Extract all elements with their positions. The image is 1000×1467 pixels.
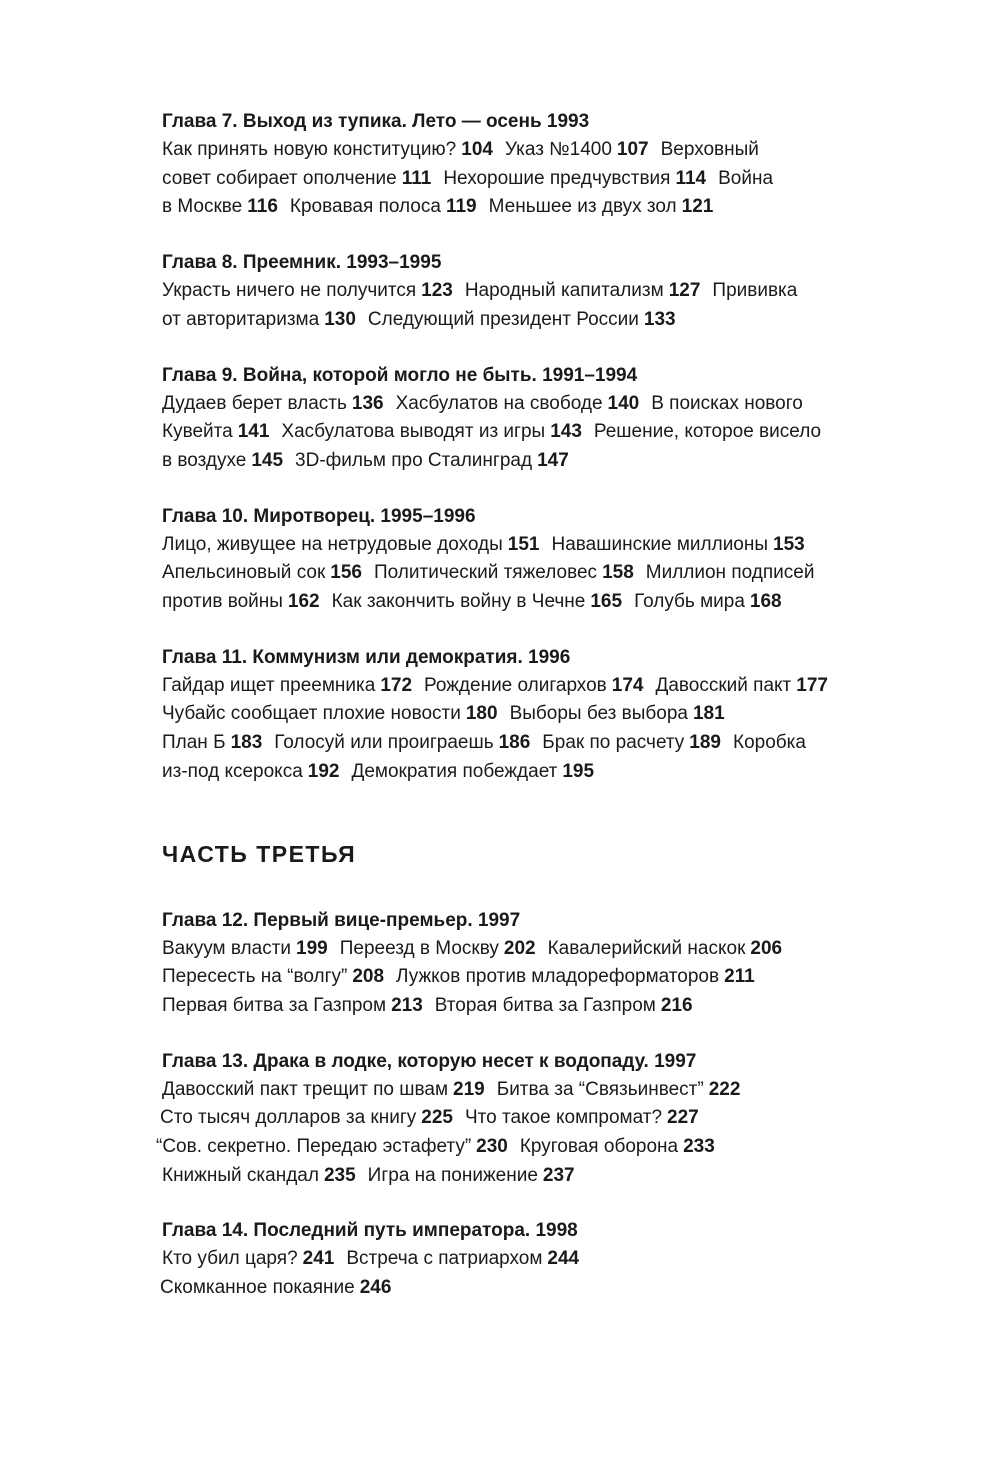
toc-line [162, 1076, 962, 1105]
toc-line [162, 963, 962, 992]
page-number: 177 [796, 674, 828, 696]
page-number: 206 [750, 937, 783, 959]
chapter-title: Глава 10. Миротворец. 1995–1996 [162, 505, 476, 527]
section-title: Первая битва за Газпром [162, 994, 387, 1016]
page-number: 153 [773, 533, 805, 555]
section-title: Книжный скандал [162, 1164, 319, 1186]
page-number: 199 [296, 937, 328, 959]
toc-line [162, 390, 962, 419]
toc-line [162, 758, 962, 787]
section-title: 3D-фильм про Сталинград [295, 449, 533, 471]
section-title: Решение, которое висело [593, 421, 822, 443]
page-number: 141 [237, 421, 270, 443]
part-two-chapters [162, 108, 962, 787]
section-title: Голубь мира [634, 591, 745, 613]
chapter-title: Глава 11. Коммунизм или демократия. 1996 [162, 646, 571, 668]
page-number: 213 [391, 994, 423, 1016]
page-number: 111 [401, 167, 432, 189]
section-title: Как закончить войну в Чечне [331, 591, 586, 613]
page-number: 168 [749, 591, 782, 613]
section-title: Меньшее из двух зол [488, 196, 677, 218]
chapter-title: Глава 14. Последний путь императора. 1998 [162, 1220, 578, 1242]
page-number: 127 [668, 280, 701, 302]
chapter-title: Глава 9. Война, которой могло не быть. 1991–1994 [162, 364, 638, 386]
toc-line [160, 1104, 962, 1133]
page-number: 162 [287, 591, 320, 613]
section-title: Встреча с патриархом [346, 1248, 543, 1270]
page-number: 235 [323, 1164, 356, 1186]
page-number: 104 [461, 139, 493, 160]
section-title: Вторая битва за Газпром [434, 994, 656, 1016]
chapter [162, 503, 962, 617]
part-three-chapters [156, 907, 962, 1303]
section-title: Политический тяжеловес [374, 562, 598, 584]
section-title: В поисках нового [651, 392, 803, 414]
chapter-title: Глава 13. Драка в лодке, которую несет к водопаду. 1997 [162, 1050, 697, 1072]
section-title: Верховный [660, 139, 759, 160]
section-title: Чубайс сообщает плохие новости [162, 703, 461, 725]
section-title: Битва за “Связьинвест” [496, 1078, 704, 1100]
toc-line [162, 559, 962, 588]
page-number: 121 [681, 196, 714, 218]
page-number: 208 [352, 966, 385, 988]
section-title: Народный капитализм [464, 280, 664, 302]
page-number: 130 [324, 308, 356, 330]
section-title: Апельсиновый сок [162, 562, 326, 584]
toc-line [162, 418, 962, 447]
toc-line [162, 306, 962, 335]
toc-line [160, 1274, 962, 1303]
page-number: 230 [476, 1136, 508, 1158]
section-title: Брак по расчету [542, 732, 685, 754]
section-title: Коробка [733, 732, 806, 754]
page-number: 195 [562, 760, 595, 782]
section-title: Дудаев берет власть [162, 392, 347, 414]
section-title: План Б [162, 732, 226, 754]
page-number: 233 [683, 1136, 715, 1158]
section-title: Рождение олигархов [424, 674, 607, 696]
page-number: 174 [611, 674, 644, 696]
page-number: 246 [359, 1277, 392, 1299]
page-number: 133 [643, 308, 676, 330]
page-number: 216 [660, 994, 693, 1016]
section-title: Следующий президент России [367, 308, 639, 330]
page-number: 181 [692, 703, 725, 725]
section-title: совет собирает ополчение [162, 167, 397, 189]
section-title: Выборы без выбора [509, 703, 688, 725]
page-number: 244 [547, 1248, 580, 1270]
page-number: 180 [465, 703, 498, 725]
section-title: Что такое компромат? [464, 1107, 663, 1129]
section-title: Прививка [712, 280, 798, 302]
section-title: Гайдар ищет преемника [162, 674, 376, 696]
section-title: Хасбулатова выводят из игры [281, 421, 546, 443]
page-number: 225 [421, 1107, 453, 1129]
page-number: 158 [602, 562, 634, 584]
toc-line [162, 992, 962, 1021]
toc-line [162, 531, 962, 560]
toc-line [162, 1245, 962, 1274]
page-number: 156 [330, 562, 362, 584]
toc-line [162, 165, 962, 194]
toc-line [162, 935, 962, 964]
page-number: 114 [675, 167, 707, 189]
toc-line [162, 588, 962, 617]
chapter-title: Глава 8. Преемник. 1993–1995 [162, 252, 442, 274]
page-number: 151 [507, 533, 540, 555]
toc-line [162, 729, 962, 758]
chapter [162, 108, 962, 222]
page-number: 116 [247, 196, 278, 218]
page-number: 136 [351, 392, 384, 414]
section-title: Кровавая полоса [289, 196, 441, 218]
section-title: Указ №1400 [504, 139, 612, 160]
section-title: Хасбулатов на свободе [395, 392, 603, 414]
chapter [156, 1048, 962, 1191]
page-number: 165 [590, 591, 623, 613]
section-title: “Сов. секретно. Передаю эстафету” [156, 1136, 472, 1158]
page-number: 183 [230, 732, 263, 754]
page-number: 140 [607, 392, 640, 414]
section-title: Как принять новую конституцию? [162, 139, 457, 160]
section-title: Кавалерийский наскок [547, 937, 746, 959]
page-number: 192 [307, 760, 340, 782]
section-title: Лужков против младореформаторов [396, 966, 720, 988]
chapter [162, 1217, 962, 1302]
chapter-title: Глава 7. Выход из тупика. Лето — осень 1993 [162, 111, 590, 132]
section-title: против войны [162, 591, 283, 613]
page-number: 241 [302, 1248, 335, 1270]
page-number: 107 [616, 139, 649, 160]
chapter-title: Глава 12. Первый вице-премьер. 1997 [162, 909, 521, 931]
page-number: 219 [453, 1078, 485, 1100]
section-title: Украсть ничего не получится [162, 280, 417, 302]
section-title: Переезд в Москву [339, 937, 499, 959]
section-title: Скомканное покаяние [160, 1277, 355, 1299]
toc-line [162, 700, 962, 729]
page-number: 186 [498, 732, 531, 754]
section-title: в Москве [162, 196, 243, 218]
section-title: Кто убил царя? [162, 1248, 298, 1270]
toc-line [162, 1162, 962, 1191]
toc-line [162, 193, 962, 222]
section-title: Навашинские миллионы [551, 533, 769, 555]
page-number: 119 [445, 196, 477, 218]
table-of-contents [156, 108, 962, 1330]
page-number: 222 [708, 1078, 741, 1100]
section-title: Демократия побеждает [351, 760, 558, 782]
section-title: Голосуй или проиграешь [274, 732, 494, 754]
page-number: 172 [380, 674, 413, 696]
section-title: Пересесть на “волгу” [162, 966, 348, 988]
toc-line [162, 136, 962, 165]
toc-line [162, 672, 962, 701]
section-title: Лицо, живущее на нетрудовые доходы [162, 533, 503, 555]
toc-line [162, 277, 962, 306]
section-title: Игра на понижение [367, 1164, 538, 1186]
section-title: Миллион подписей [645, 562, 815, 584]
section-title: от авторитаризма [162, 308, 320, 330]
page-number: 237 [542, 1164, 575, 1186]
section-title: Давосский пакт трещит по швам [162, 1078, 449, 1100]
section-title: Нехорошие предчувствия [443, 167, 671, 189]
section-title: Вакуум власти [162, 937, 292, 959]
section-title: Давосский пакт [655, 674, 792, 696]
part-heading: ЧАСТЬ ТРЕТЬЯ [162, 840, 357, 867]
page-number: 189 [689, 732, 721, 754]
section-title: Кувейта [162, 421, 233, 443]
section-title: в воздухе [162, 449, 247, 471]
page-number: 211 [724, 966, 755, 988]
chapter [162, 362, 962, 476]
page-number: 147 [537, 449, 569, 471]
section-title: Сто тысяч долларов за книгу [160, 1107, 417, 1129]
chapter [162, 907, 962, 1021]
page-number: 143 [550, 421, 582, 443]
section-title: Война [718, 167, 774, 189]
chapter [162, 644, 962, 787]
chapter [162, 249, 962, 334]
toc-line [162, 447, 962, 476]
section-title: Круговая оборона [519, 1136, 679, 1158]
toc-line [156, 1133, 962, 1162]
page-number: 123 [421, 280, 453, 302]
page-number: 145 [251, 449, 284, 471]
page-number: 202 [503, 937, 536, 959]
section-title: из-под ксерокса [162, 760, 303, 782]
page-number: 227 [667, 1107, 699, 1129]
